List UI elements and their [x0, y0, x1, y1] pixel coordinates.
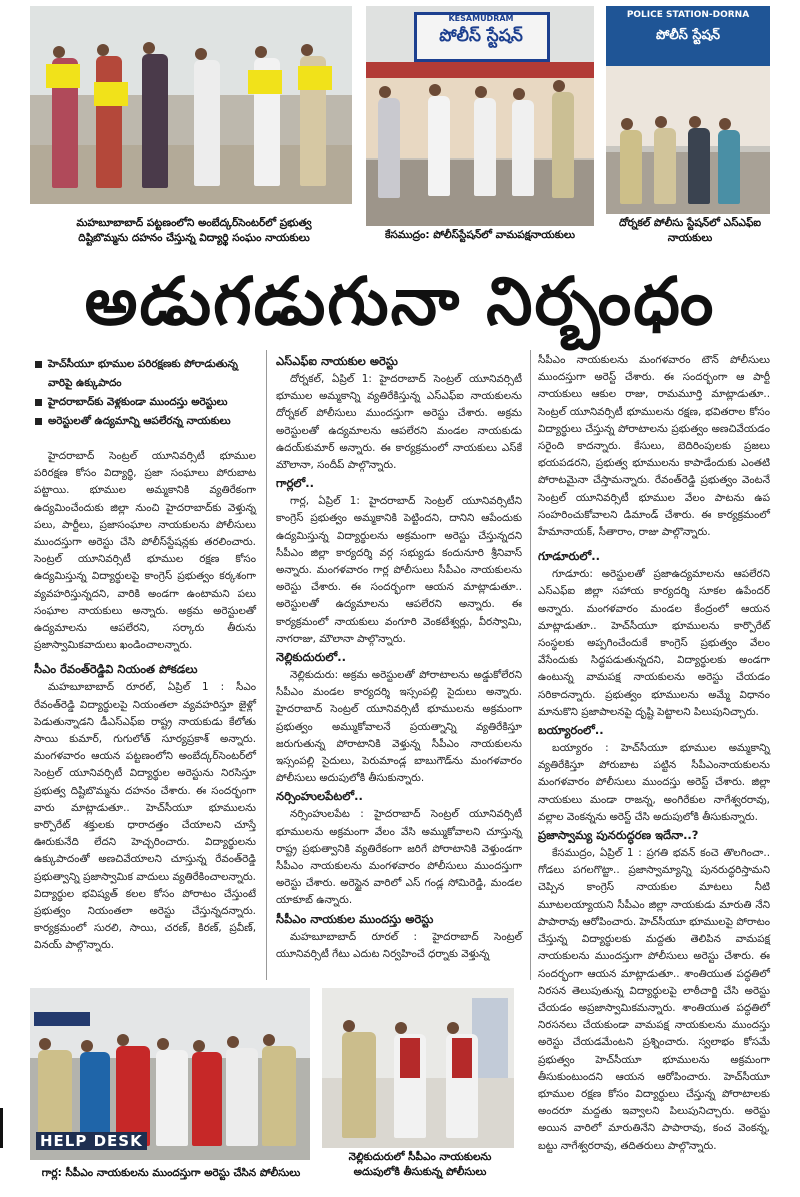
article-intro: హైదరాబాద్‌ సెంట్రల్‌ యూనివర్సిటీ భూముల పరిరక్షణ కోసం విద్యార్థి, ప్రజా సంఘాలు పోరుబాట పట్టాయి. భూముల అమ్మకానికి వ్యతిరేకంగా ఉద్యమించేందుకు జిల్లా నుంచి హైదరాబాద్‌కు వెళ్తున్న పలు, పార్టీలు, ప్రజాసంఘాల నాయకులను పోలీసులు ముందస్తుగా అరెస్టు చేసి పోలీస్‌స్టేషన్లకు తరలించారు. సెంట్రల్‌ యూనివర్సిటీ భూముల రక్షణ కోసం ఉద్యమిస్తున్న విద్యార్థులపై కాంగ్రెస్‌ ప్రభుత్వం కర్కశంగా వ్యవహరిస్తున్నదని, వారికి అండగా ఉంటామని పలు సంఘాల నాయకులు అన్నారు. అక్రమ అరెస్టులతో ఉద్యమాలను ఆపలేరని, సర్కారు తీరును ప్రజాస్వామికవాదులు ఖండించాలన్నారు.: [34, 450, 256, 652]
bullet-item: అరెస్టులతో ఉద్యమాన్ని ఆపలేరన్న నాయకులు: [34, 412, 256, 431]
photo4-caption: గార్ల: సీపీఎం నాయకులను ముందస్తుగా అరెస్టు చేసిన పోలీసులు: [41, 1167, 301, 1179]
subhead: సీపీఎం నాయకుల ముందస్తు అరెస్టు: [276, 911, 434, 926]
photo-nellikuduru-police: [322, 988, 514, 1148]
dornakal-sign-english: POLICE STATION-DORNA: [626, 10, 750, 20]
kesamudram-sign-english: KESAMUDRAM: [448, 14, 514, 23]
article-body: బయ్యారం : హెచ్‌సీయూ భూముల అమ్మకాన్ని వ్యతిరేకిస్తూ పోరుబాట పట్టిన సీపీఎంనాయకులను మంగళవారం పోలీసులు ముందస్తు అరెస్ట్‌ చేశారు. జిల్లా నాయకులు మండా రాజన్న, అంగిరేకుల నాగేశ్వరరావు, వల్లాల వెంకన్నను అరెస్ట్‌ చేసి అదుపులోకి తీసుకున్నారు.: [538, 742, 770, 823]
article-body: నెల్లికుదురు: అక్రమ అరెస్టులతో పోరాటాలను అడ్డుకోలేరని సీపీఎం మండల కార్యదర్శి ఇస్సంపల్లి సైదులు అన్నారు. హైదరాబాద్‌ సెంట్రల్‌ యూనివర్సిటీ భూములను అక్రమంగా ప్రభుత్వం అమ్ముకోవాలనే ప్రయత్నాన్ని వ్యతిరేకిస్తూ జరుగుతున్న పోరాటానికి వెళ్తున్న సీపీఎం నాయకులను ఇస్సంపల్లి సైదులు, పెరుమాండ్ల బాబుగౌడ్‌ను మంగళవారం పోలీసులు అదుపులోకి తీసుకున్నారు.: [276, 669, 522, 785]
dornakal-sign-telugu: పోలీస్ స్టేషన్: [656, 28, 720, 43]
photo-kesamudram-police-station: [366, 6, 594, 226]
bullet-item: హెచ్‌సీయూ భూముల పరిరక్షణకు పోరాడుతున్న వారిపై ఉక్కుపాదం: [34, 355, 256, 393]
article-body: కేసముద్రం, ఏప్రిల్‌ 1 : ప్రగతి భవన్‌ కంచె తొలగించా.. గోడలు పగలగొట్టా.. ప్రజాస్వామ్యాన్ని పునరుద్ధరిస్తామని చెప్పిన కాంగ్రెస్‌ నాయకుల మాటలు నీటి మూటలయ్యాయని సీపీఎం జిల్లా నాయకుడు మారుతి నేని పాపారావు ఆరోపించారు. హెచ్‌సీయూ భూములపై పోరాటం చేస్తున్న విద్యార్థులకు మద్దతు తెలిపిన వామపక్ష నాయకులను ముందస్తుగా పోలీసులు అరెస్టు చేశారు. ఈ సందర్భంగా ఆయన మాట్లాడుతూ.. శాంతియుత పద్ధతిలో నిరసన తెలుపుతున్న విద్యార్థులపై లాఠీచార్జి చేసి అరెస్టు చేయడం అప్రజాస్వామికమన్నారు. శాంతియుత పద్ధతిలో నిరసనలు చేయకుండా వామపక్ష నాయకులను ముందస్తు అరెస్టు చేయడమేంటని ప్రశ్నించారు. స్వలాభం కోసమే ప్రభుత్వం హెచ్‌సీయూ భూములను అక్రమంగా తీసుకుంటుందని ఆయన ఆరోపించారు. హెచ్‌సీయూ భూముల రక్షణ కోసం విద్యార్థులు చేస్తున్న పోరాటాలకు అందరూ మద్దతు ఇవ్వాలని పిలుపునిచ్చారు. అరెస్టు అయిన వారిలో మారుతినేని పాపారావు, కంచ వెంకన్న, బట్టు నాగేశ్వరరావు, తదితరులు పాల్గొన్నారు.: [538, 847, 770, 1152]
subhead: నెల్లికుదురులో..: [276, 650, 346, 665]
bullet-item: హైదరాబాద్‌కు వెళ్లకుండా ముందస్తు అరెస్టులు: [34, 393, 256, 412]
column-1: [34, 448, 256, 955]
subhead: గూడూరులో..: [538, 549, 600, 564]
article-body: గార్ల, ఏప్రిల్‌ 1: హైదరాబాద్‌ సెంట్రల్‌ యూనివర్సిటీని కాంగ్రెస్‌ ప్రభుత్వం అమ్మకానికి పెట్టిందని, దానిని ఆపేందుకు ఉద్యమిస్తున్న విద్యార్థులను అక్రమంగా అరెస్టు చేస్తున్నదని సీపీఎం జిల్లా కార్యదర్శి వర్గ సభ్యుడు కందునూరి శ్రీనివాస్‌ అన్నారు. మంగళవారం గార్ల పోలీసులు సీపీఎం నాయకులను అరెస్టు చేశారు. ఈ సందర్భంగా ఆయన మాట్లాడుతూ.. అరెస్టులతో ఉద్యమాలను ఆపలేరని అన్నారు. ఈ కార్యక్రమంలో నాయకులు వంగూరి వెంకటేశ్వర్లు, వీరస్వామి, నాగరాజు, మౌలానా పాల్గొన్నారు.: [276, 495, 522, 645]
photo5-caption: నెల్లికుదురులో సీపీఎం నాయకులను అదుపులోకి తీసుకున్న పోలీసులు: [348, 1151, 492, 1178]
photo1-caption: మహబూబాబాద్ పట్టణంలోని అంబేద్కర్‌సెంటర్‌లో ప్రభుత్వ దిష్టిబొమ్మను దహనం చేస్తున్న విద్యార్థి సంఘం నాయకులు: [76, 217, 312, 244]
article-body: గూడూరు: అరెస్టులతో ప్రజాఉద్యమాలను ఆపలేరని ఎస్‌ఎఫ్‌ఐ జిల్లా సహాయ కార్యదర్శి సూకల ఉపేందర్‌ అన్నారు. మంగళవారం మండల కేంద్రంలో ఆయన మాట్లాడుతూ.. హెచ్‌సీయూ భూములను కార్పొరేట్‌ సంస్థలకు అప్పగించేందుకే కాంగ్రెస్‌ ప్రభుత్వం వేలం వేసేందుకు సిద్ధపడుతున్నదని, విద్యార్థులకు అండగా ఉంటున్న వామపక్ష నాయకులను అరెస్టు చేయడం సరికాదన్నారు. ప్రభుత్వం భూములను అమ్మే విధానం మానుకొని ప్రజాపాలనపై దృష్టి పెట్టాలని పిలుపునిచ్చారు.: [538, 568, 770, 718]
highlight-bullets: [34, 355, 256, 431]
photo3-caption: దోర్నకల్‌ పోలీసు స్టేషన్‌లో ఎస్‌ఎఫ్‌ఐ నాయకులు: [618, 217, 762, 244]
subhead: నర్సింహులపేటలో..: [276, 789, 363, 804]
subhead: ప్రజాస్వామ్య పునరుద్ధరణ ఇదేనా..?: [538, 828, 699, 843]
column-2: [276, 352, 522, 963]
photo-dornakal-police-station: [606, 6, 770, 214]
subhead: బయ్యారంలో..: [538, 723, 604, 738]
column-3: [538, 352, 770, 1155]
column-divider: [530, 350, 531, 980]
article-body: సీపీఎం నాయకులను మంగళవారం టౌన్‌ పోలీసులు ముందస్తుగా అరెస్ట్‌ చేశారు. ఈ సందర్భంగా ఆ పార్టీ నాయకులు ఆకుల రాజు, రామమూర్తి మాట్లాడుతూ.. సెంట్రల్‌ యూనివర్సిటీ భూములను రక్షణ, భవితరాల కోసం విద్యార్థులు చేస్తున్న పోరాటాలను ప్రభుత్వం అణచివేయడం సరైంది కాదన్నారు. కేసులు, బెదిరింపులకు ప్రజలు భయపడరని, ప్రభుత్వ భూములను కాపాడేందుకు ఎంతటి పోరాటమైనా చేస్తామన్నారు. రేవంత్‌రెడ్డి ప్రభుత్వం వెంటనే సెంట్రల్‌ యూనివర్సిటీ భూముల వేలం పాటను ఉప సంహరించుకోవాలని డిమాండ్‌ చేశారు. ఈ కార్యక్రమంలో హేమానాయక్‌, సీతారాం, రాజు పాల్గొన్నారు.: [538, 354, 770, 539]
subhead: గార్లలో..: [276, 476, 314, 491]
subhead: సీఎం రేవంత్‌రెడ్డివి నియంత పోకడలు: [34, 662, 198, 677]
photo-student-protest: [30, 6, 352, 204]
headline: అడుగడుగునా నిర్బంధం: [84, 263, 716, 340]
photo2-caption: కేసముద్రం: పోలీస్‌స్టేషన్‌లో వామపక్షనాయకులు: [385, 229, 575, 241]
article-body: దోర్నకల్‌, ఏప్రిల్‌ 1: హైదరాబాద్‌ సెంట్రల్‌ యూనివర్సిటీ భూముల అమ్మకాన్ని వ్యతిరేకిస్తున్న ఎస్‌ఎఫ్‌ఐ నాయకులను దోర్నకల్‌ పోలీసులు ముందస్తుగా అరెస్టు చేశారు. అక్రమ అరెస్టులతో ఉద్యమాలను ఆపలేరని మండల నాయకుడు ఉదయ్‌కుమార్‌ అన్నారు. ఈ కార్యక్రమంలో నాయకులు ఎస్‌కే మౌలానా, సందీప్‌ పాల్గొన్నారు.: [276, 373, 522, 472]
kesamudram-sign-telugu: పోలీస్ స్టేషన్: [439, 26, 523, 46]
article-body: మహబూబాబాద్‌ రూరల్‌ : హైదరాబాద్‌ సెంట్రల్‌ యూనివర్సిటీ గేటు ఎదుట నిర్వహించే ధర్నాకు వెళ్తున్న: [276, 930, 522, 960]
article-body: నర్సింహులపేట : హైదరాబాద్‌ సెంట్రల్‌ యూనివర్సిటీ భూములను అక్రమంగా వేలం వేసి అమ్ముకోవాలని చూస్తున్న రాష్ట్ర ప్రభుత్వానికి వ్యతిరేకంగా జరిగే పోరాటానికి వెళ్తుండగా సీపీఎం నాయకులను మంగళవారం పోలీసులు ముందస్తుగా అరెస్టు చేశారు. అరెస్టైన వారిలో ఎస్‌ గండ్ల సోమిరెడ్డి, మండల యాకూబ్‌ ఉన్నారు.: [276, 808, 522, 907]
subhead: ఎస్‌ఎఫ్‌ఐ నాయకుల అరెస్టు: [276, 354, 398, 368]
article-body: మహబూబాబాద్‌ రూరల్‌, ఏప్రిల్‌ 1 : సీఎం రేవంత్‌రెడ్డి విద్యార్థులపై నియంతలా వ్యవహరిస్తూ జైళ్లో పెడుతున్నాడని డీఎస్‌ఎఫ్‌ఐ రాష్ట్ర నాయకుడు కేలోతు సాయి కుమార్‌, గుగులోత్‌ సూర్యప్రకాశ్‌ అన్నారు. మంగళవారం ఆయన పట్టణంలోని అంబేద్కర్‌సెంటర్‌లో సెంట్రల్‌ యూనివర్సిటీ విద్యార్థుల అరెస్టును నిరసిస్తూ ప్రభుత్వ దిష్టిబొమ్మను దహనం చేశారు. ఈ సందర్భంగా వారు మాట్లాడుతూ.. హెచ్‌సీయూ భూములను కార్పొరేట్‌ శక్తులకు ధారాదత్తం చేయాలని చూస్తే ఊరుకునేది లేదని హెచ్చరించారు. విద్యార్థులను ఉక్కుపాదంతో అణచివేయాలని చూస్తున్న రేవంత్‌రెడ్డి ప్రభుత్వాన్ని ప్రజాస్వామిక వాదులు వ్యతిరేకించాలన్నారు. విద్యార్థుల భవిష్యత్‌ కలల కోసం పోరాటం చేస్తుంటే ప్రభుత్వం నియంతలా అరెస్టు చేస్తున్నదన్నారు. కార్యక్రమంలో సురలి, సాయి, చరణ్‌, కిరణ్‌, ప్రవీణ్‌, వినయ్‌ పాల్గొన్నారు.: [34, 681, 256, 952]
column-divider: [266, 350, 267, 980]
help-desk-sign: HELP DESK: [36, 1132, 147, 1150]
page-edge-marker: [0, 1108, 3, 1148]
